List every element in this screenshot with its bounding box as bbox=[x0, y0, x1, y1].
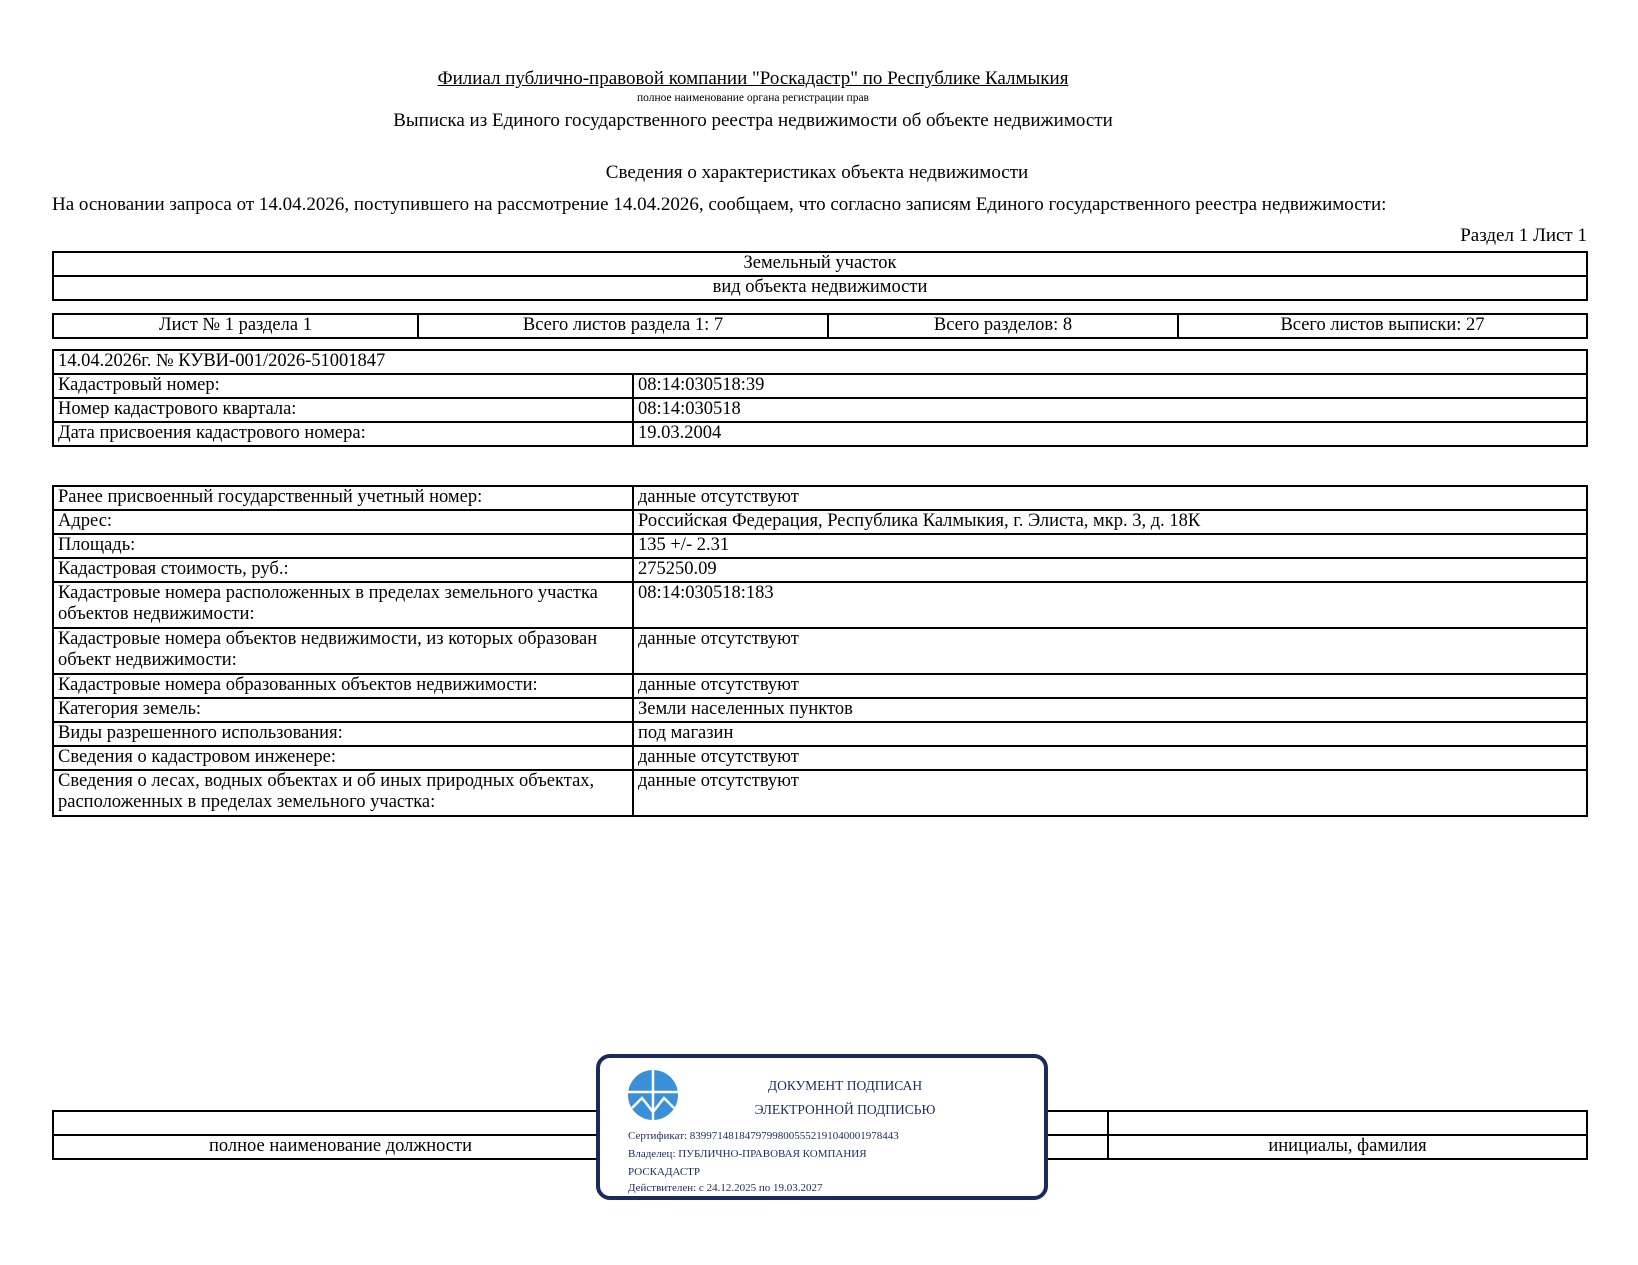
registry-record: 14.04.2026г. № КУВИ-001/2026-51001847 bbox=[53, 350, 1587, 374]
row-label: Сведения о лесах, водных объектах и об иных природных объектах, расположенных в пределах земельного участка: bbox=[53, 770, 633, 816]
row-label: Ранее присвоенный государственный учетный номер: bbox=[53, 486, 633, 510]
stamp-validity: Действителен: с 24.12.2025 по 19.03.2027 bbox=[628, 1182, 823, 1194]
row-label: Кадастровая стоимость, руб.: bbox=[53, 558, 633, 582]
sheets-table bbox=[52, 313, 1588, 339]
table-row bbox=[53, 558, 1587, 582]
row-value: данные отсутствуют bbox=[633, 746, 1587, 770]
section-sheet-total: Всего листов раздела 1: 7 bbox=[418, 314, 828, 338]
document-title: Выписка из Единого государственного реестра недвижимости об объекте недвижимости bbox=[393, 110, 1113, 131]
table-row bbox=[53, 628, 1587, 674]
stamp-title-line2: ЭЛЕКТРОННОЙ ПОДПИСЬЮ bbox=[754, 1102, 936, 1117]
table-row bbox=[53, 398, 1587, 422]
row-label: Категория земель: bbox=[53, 698, 633, 722]
table-row bbox=[53, 374, 1587, 398]
table-row bbox=[53, 674, 1587, 698]
row-label: Номер кадастрового квартала: bbox=[53, 398, 633, 422]
stamp-title-line1: ДОКУМЕНТ ПОДПИСАН bbox=[767, 1078, 923, 1093]
row-value: данные отсутствуют bbox=[633, 674, 1587, 698]
intro-text: На основании запроса от 14.04.2026, поступившего на рассмотрение 14.04.2026, сообщаем, что согласно записям Единого государственного реестра недвижимости: bbox=[52, 194, 1387, 215]
row-value: 275250.09 bbox=[633, 558, 1587, 582]
row-value: Земли населенных пунктов bbox=[633, 698, 1587, 722]
rosreestr-logo-icon bbox=[626, 1068, 680, 1122]
row-label: Площадь: bbox=[53, 534, 633, 558]
row-label: Адрес: bbox=[53, 510, 633, 534]
table-row bbox=[53, 746, 1587, 770]
row-label: Кадастровый номер: bbox=[53, 374, 633, 398]
characteristics-table bbox=[52, 485, 1588, 817]
stamp-certificate: Сертификат: 83997148184797998005552191040001978443 bbox=[628, 1130, 899, 1142]
object-kind-caption: вид объекта недвижимости bbox=[53, 276, 1587, 300]
sections-total: Всего разделов: 8 bbox=[828, 314, 1178, 338]
position-line bbox=[53, 1111, 628, 1135]
table-row bbox=[53, 534, 1587, 558]
table-row bbox=[53, 510, 1587, 534]
table-row bbox=[53, 698, 1587, 722]
row-label: Дата присвоения кадастрового номера: bbox=[53, 422, 633, 446]
page-reference: Раздел 1 Лист 1 bbox=[1460, 225, 1587, 246]
object-kind-value: Земельный участок bbox=[53, 252, 1587, 276]
row-label: Кадастровые номера образованных объектов недвижимости: bbox=[53, 674, 633, 698]
row-value: 135 +/- 2.31 bbox=[633, 534, 1587, 558]
section-title: Сведения о характеристиках объекта недвижимости bbox=[605, 162, 1029, 183]
registry-table bbox=[52, 349, 1588, 447]
row-value: 08:14:030518:39 bbox=[633, 374, 1587, 398]
position-caption: полное наименование должности bbox=[53, 1135, 628, 1159]
table-row bbox=[53, 582, 1587, 628]
row-value: Российская Федерация, Республика Калмыкия, г. Элиста, мкр. 3, д. 18К bbox=[633, 510, 1587, 534]
stamp-owner-line2: РОСКАДАСТР bbox=[628, 1166, 701, 1178]
extract-sheet-total: Всего листов выписки: 27 bbox=[1178, 314, 1587, 338]
row-label: Кадастровые номера объектов недвижимости, из которых образован объект недвижимости: bbox=[53, 628, 633, 674]
row-value: данные отсутствуют bbox=[633, 770, 1587, 816]
row-value: данные отсутствуют bbox=[633, 628, 1587, 674]
row-value: данные отсутствуют bbox=[633, 486, 1587, 510]
row-value: 08:14:030518:183 bbox=[633, 582, 1587, 628]
stamp-owner: Владелец: ПУБЛИЧНО-ПРАВОВАЯ КОМПАНИЯ bbox=[628, 1148, 867, 1160]
table-row bbox=[53, 770, 1587, 816]
name-line bbox=[1108, 1111, 1587, 1135]
row-value: под магазин bbox=[633, 722, 1587, 746]
electronic-signature-stamp bbox=[596, 1054, 1048, 1200]
sheet-number: Лист № 1 раздела 1 bbox=[53, 314, 418, 338]
row-label: Сведения о кадастровом инженере: bbox=[53, 746, 633, 770]
organization-name: Филиал публично-правовой компании "Роскадастр" по Республике Калмыкия bbox=[437, 68, 1069, 89]
table-row bbox=[53, 422, 1587, 446]
table-row bbox=[53, 486, 1587, 510]
table-row bbox=[53, 722, 1587, 746]
object-kind-table bbox=[52, 251, 1588, 301]
row-value: 19.03.2004 bbox=[633, 422, 1587, 446]
organization-caption: полное наименование органа регистрации прав bbox=[637, 92, 869, 104]
row-value: 08:14:030518 bbox=[633, 398, 1587, 422]
row-label: Виды разрешенного использования: bbox=[53, 722, 633, 746]
name-caption: инициалы, фамилия bbox=[1108, 1135, 1587, 1159]
row-label: Кадастровые номера расположенных в пределах земельного участка объектов недвижимости: bbox=[53, 582, 633, 628]
